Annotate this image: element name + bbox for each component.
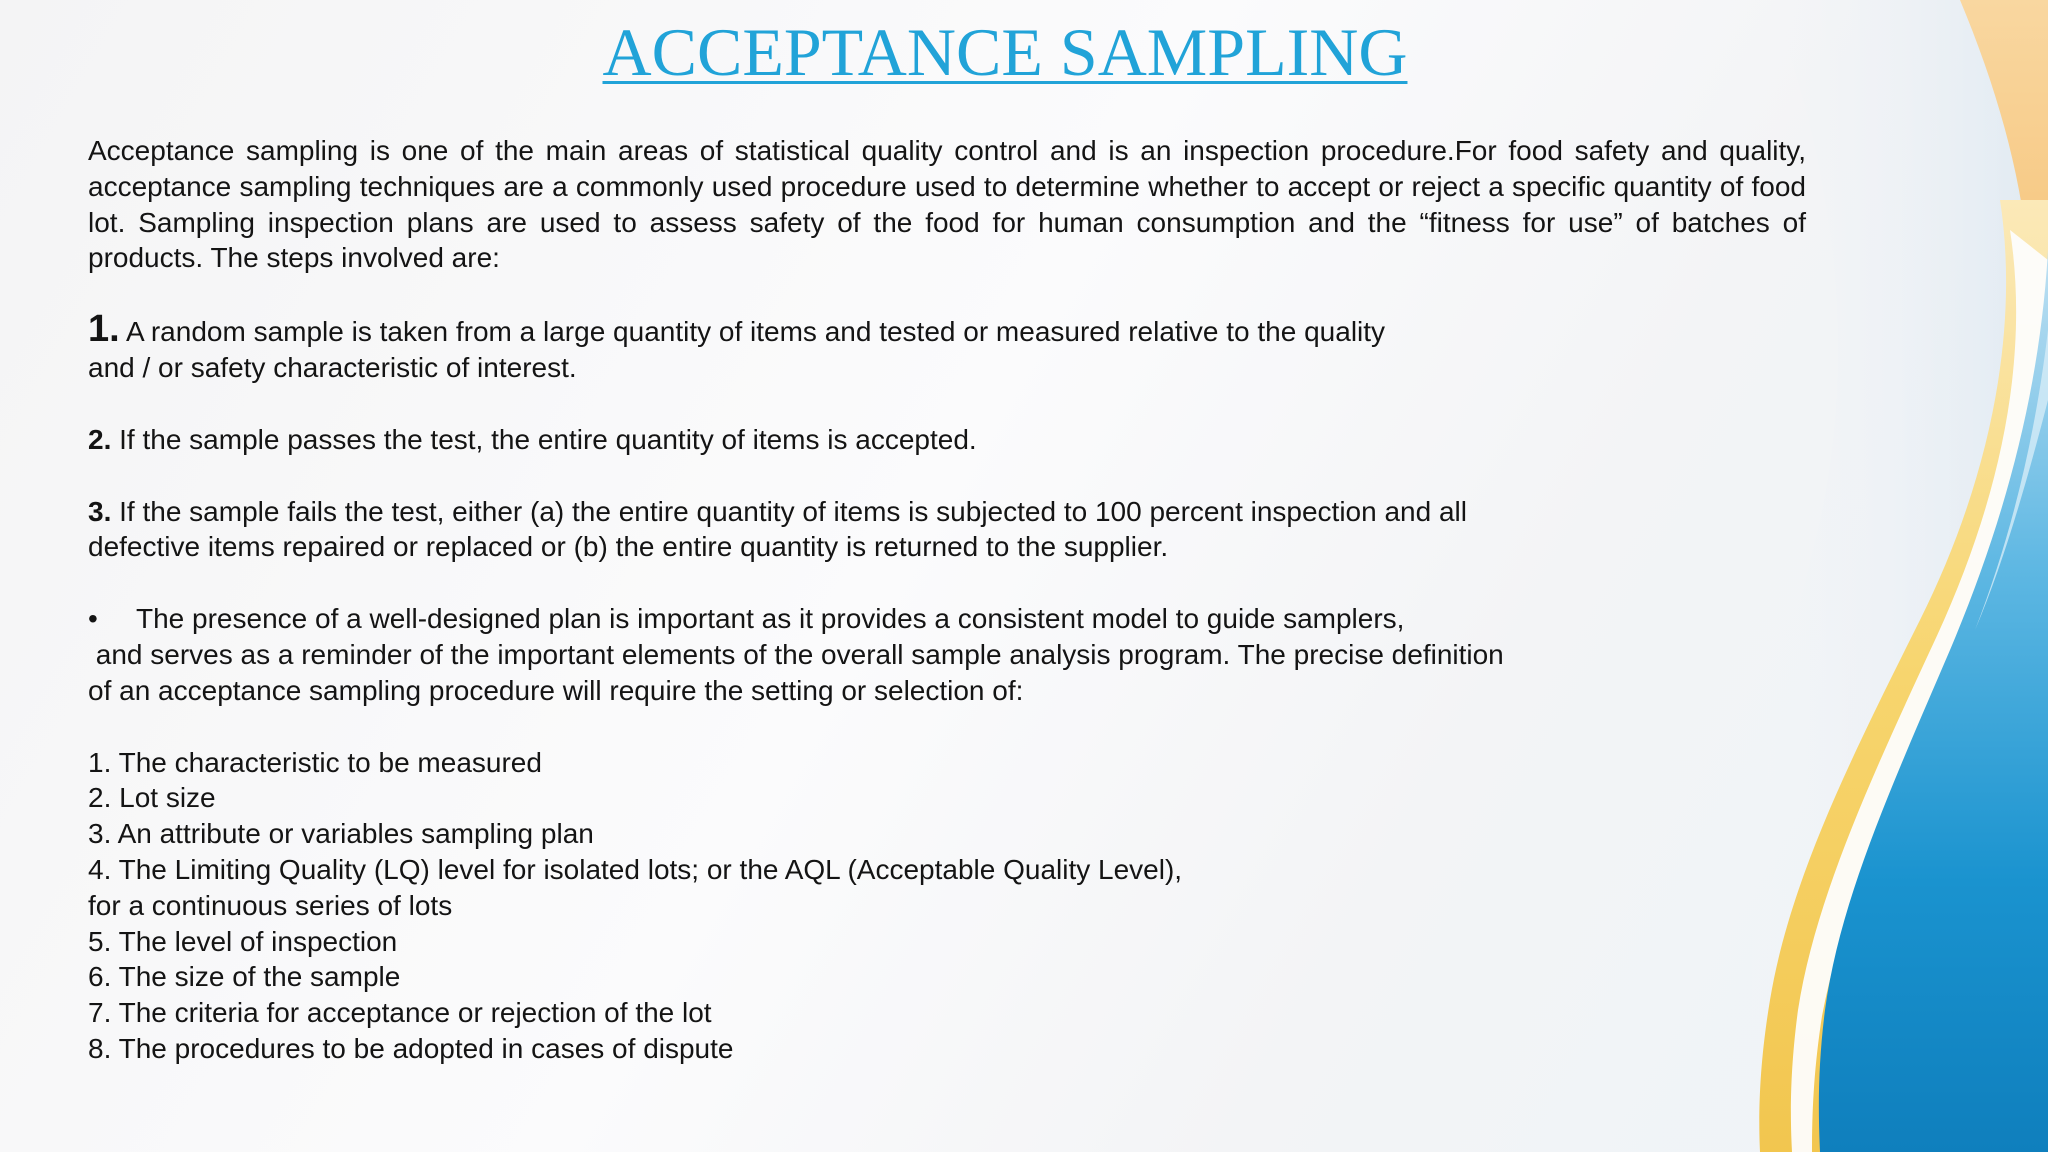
step-1	[88, 308, 1806, 386]
slide-content	[88, 133, 1806, 1067]
criteria-list	[88, 745, 1806, 1067]
list-item: 8. The procedures to be adopted in cases of dispute	[88, 1032, 734, 1064]
list-item: 4. The Limiting Quality (LQ) level for isolated lots; or the AQL (Acceptable Quality Level),	[88, 853, 1183, 885]
list-item: 1. The characteristic to be measured	[88, 746, 542, 778]
step-text: If the sample fails the test, either (a) the entire quantity of items is subjected to 100 percent inspection and all	[111, 495, 1467, 527]
page-title: ACCEPTANCE SAMPLING	[602, 14, 1408, 90]
bullet-line: and serves as a reminder of the important elements of the overall sample analysis program. The precise definition	[88, 638, 1504, 670]
step-2	[88, 422, 1806, 458]
step-text-continued: and / or safety characteristic of interest.	[88, 351, 577, 383]
step-number: 3.	[88, 495, 112, 527]
bullet-line: The presence of a well-designed plan is important as it provides a consistent model to guide samplers,	[136, 603, 1405, 635]
step-3	[88, 494, 1806, 566]
list-item: for a continuous series of lots	[88, 889, 453, 921]
bullet-line: of an acceptance sampling procedure will require the setting or selection of:	[88, 674, 1024, 706]
list-item: 7. The criteria for acceptance or rejection of the lot	[88, 997, 712, 1029]
step-text: If the sample passes the test, the entire quantity of items is accepted.	[111, 423, 977, 455]
list-item: 3. An attribute or variables sampling plan	[88, 818, 594, 850]
step-text: A random sample is taken from a large quantity of items and tested or measured relative to the quality	[119, 316, 1386, 348]
step-text-continued: defective items repaired or replaced or (b) the entire quantity is returned to the supplier.	[88, 531, 1169, 563]
step-number: 2.	[88, 423, 112, 455]
list-item: 5. The level of inspection	[88, 925, 398, 957]
step-number: 1.	[88, 308, 120, 351]
bullet-icon: •	[88, 603, 98, 635]
intro-paragraph: Acceptance sampling is one of the main areas of statistical quality control and is an inspection procedure.For food safety and quality, acceptance sampling techniques are a commonly used procedure used to determine whether to accept or reject a specific quantity of food lot. Sampling inspection plans are used to assess safety of the food for human consumption and the “fitness for use” of batches of products. The steps involved are:	[88, 135, 1806, 274]
bullet-paragraph	[88, 601, 1806, 708]
list-item: 2. Lot size	[88, 782, 216, 814]
list-item: 6. The size of the sample	[88, 961, 401, 993]
